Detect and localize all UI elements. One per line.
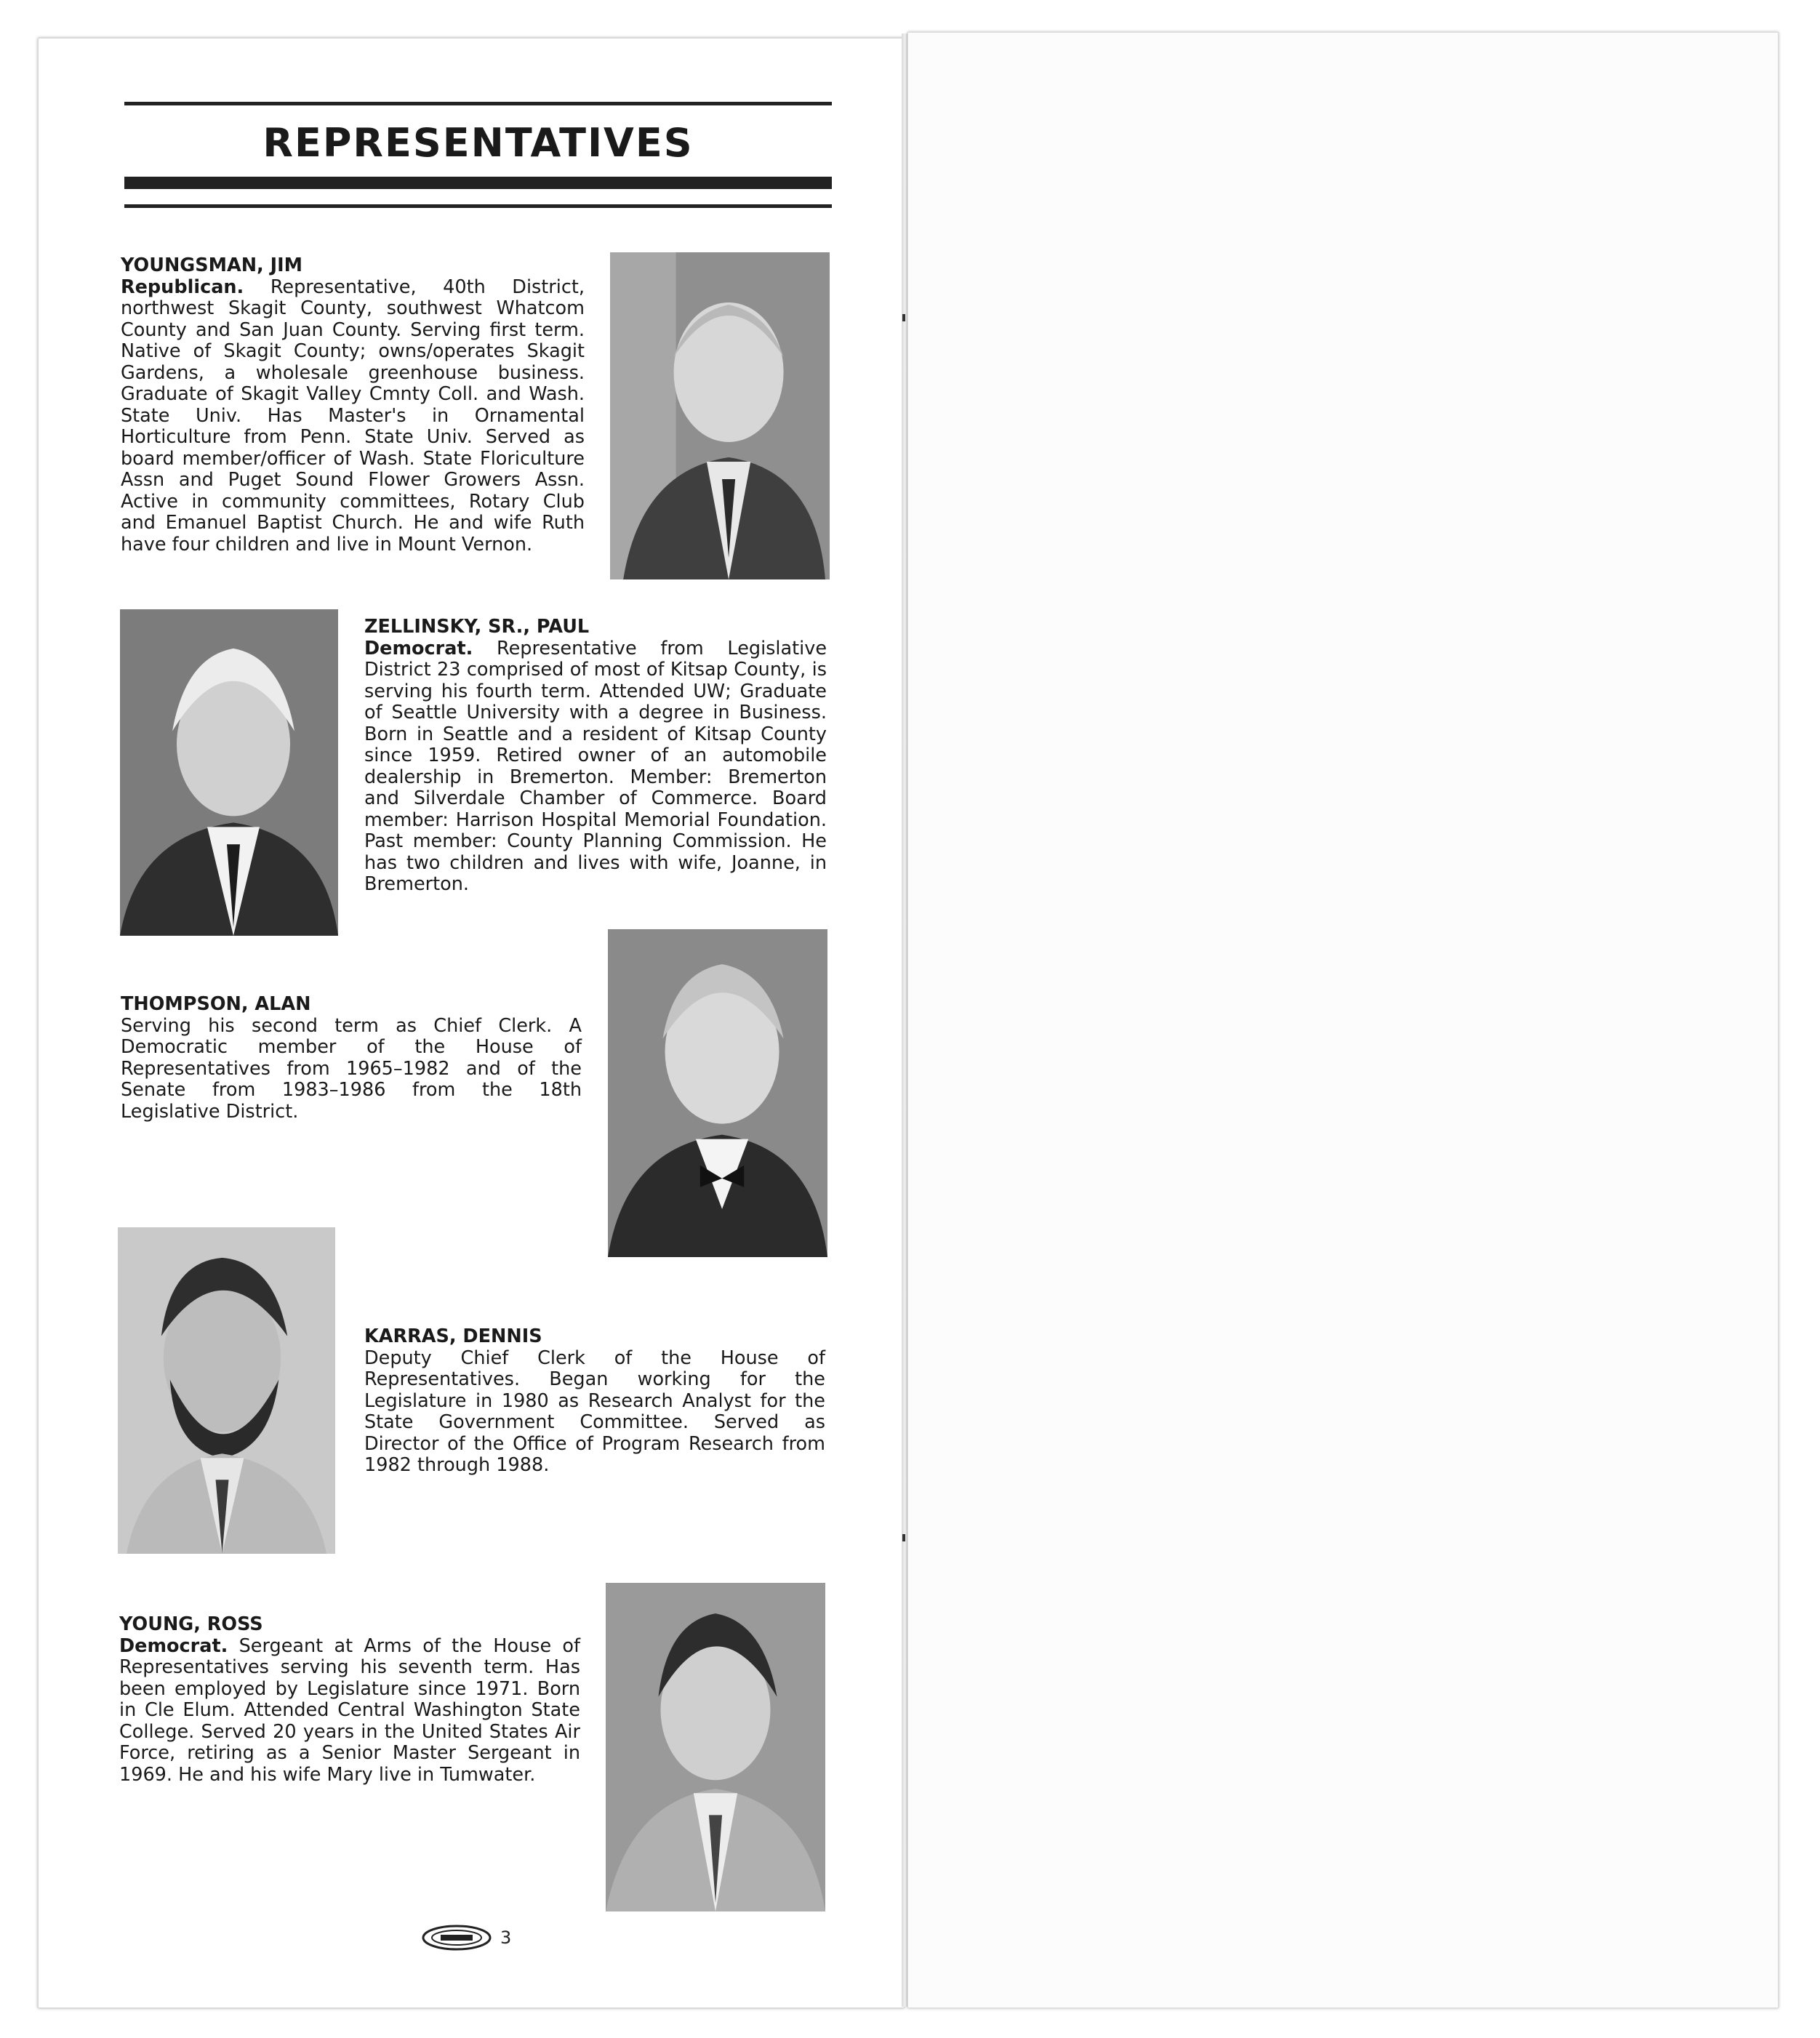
portrait-photo xyxy=(606,1583,825,1911)
entry-name: ZELLINSKY, SR., PAUL xyxy=(364,616,590,638)
entry-bio: Representative from Legislative District 23 comprised of most of Kitsap County, is serving his fourth term. Attended UW; Graduate of Seattle University with a degree in Business. Born in Seattle and a resident of Kitsap County since 1959. Retired owner of an automobile dealership in Bremerton. Member: Bremerton and Silverdale Chamber of Commerce. Board member: Harrison Hospital Memorial Foundation. Past member: County Planning Commission. He has two children and lives with wife, Joanne, in Bremerton. xyxy=(364,637,827,895)
portrait-icon xyxy=(120,609,338,936)
page-number: 3 xyxy=(500,1927,512,1948)
entry-name: YOUNGSMAN, JIM xyxy=(121,254,302,276)
portrait-photo xyxy=(608,929,827,1257)
entry-party: Democrat. xyxy=(119,1634,228,1657)
entry-zellinsky xyxy=(364,617,827,896)
portrait-photo xyxy=(610,252,830,579)
portrait-icon xyxy=(608,929,827,1257)
legislature-seal-icon xyxy=(420,1923,493,1952)
entry-bio: Sergeant at Arms of the House of Representatives serving his seventh term. Has been employed by Legislature since 1971. Born in Cle Elum. Attended Central Washington State College. Served 20 years in the United States Air Force, retiring as a Senior Master Sergeant in 1969. He and his wife Mary live in Tumwater. xyxy=(119,1634,580,1786)
entry-thompson xyxy=(121,994,582,1123)
staple-mark xyxy=(902,1534,905,1541)
header-rule-top xyxy=(124,102,832,105)
portrait-icon xyxy=(118,1227,335,1554)
entry-bio: Representative, 40th District, northwest Skagit County, southwest Whatcom County and San Juan County. Serving first term. Native of Skagit County; owns/operates Skagit Gardens, a wholesale greenhouse business. Graduate of Skagit Valley Cmnty Coll. and Wash. State Univ. Has Master's in Ornamental Horticulture from Penn. State Univ. Served as board member/officer of Wash. State Floriculture Assn and Puget Sound Flower Growers Assn. Active in community committees, Rotary Club and Emanuel Baptist Church. He and wife Ruth have four children and live in Mount Vernon. xyxy=(121,276,585,555)
right-page-blank xyxy=(907,32,1779,2008)
entry-bio: Serving his second term as Chief Clerk. A Democratic member of the House of Representatives from 1965–1982 and of the Senate from 1983–1986 from the 18th Legislative District. xyxy=(121,1014,582,1123)
header-rule-bottom xyxy=(124,204,832,208)
entry-name: KARRAS, DENNIS xyxy=(364,1325,542,1347)
entry-party: Republican. xyxy=(121,276,244,298)
entry-name: YOUNG, ROSS xyxy=(119,1613,263,1635)
entry-youngsman xyxy=(121,255,585,555)
staple-mark xyxy=(902,314,905,321)
portrait-icon xyxy=(606,1583,825,1911)
entry-karras xyxy=(364,1326,825,1477)
entry-bio: Deputy Chief Clerk of the House of Representatives. Began working for the Legislature in 1980 as Research Analyst for the State Government Committee. Served as Director of the Office of Program Research from 1982 through 1988. xyxy=(364,1347,825,1476)
portrait-icon xyxy=(610,252,830,579)
header-rule-thick xyxy=(124,177,832,189)
entry-young xyxy=(119,1614,580,1786)
portrait-photo xyxy=(120,609,338,936)
entry-party: Democrat. xyxy=(364,637,473,659)
page-footer xyxy=(420,1923,511,1952)
portrait-photo xyxy=(118,1227,335,1554)
page-title: REPRESENTATIVES xyxy=(262,120,694,166)
entry-name: THOMPSON, ALAN xyxy=(121,993,311,1015)
